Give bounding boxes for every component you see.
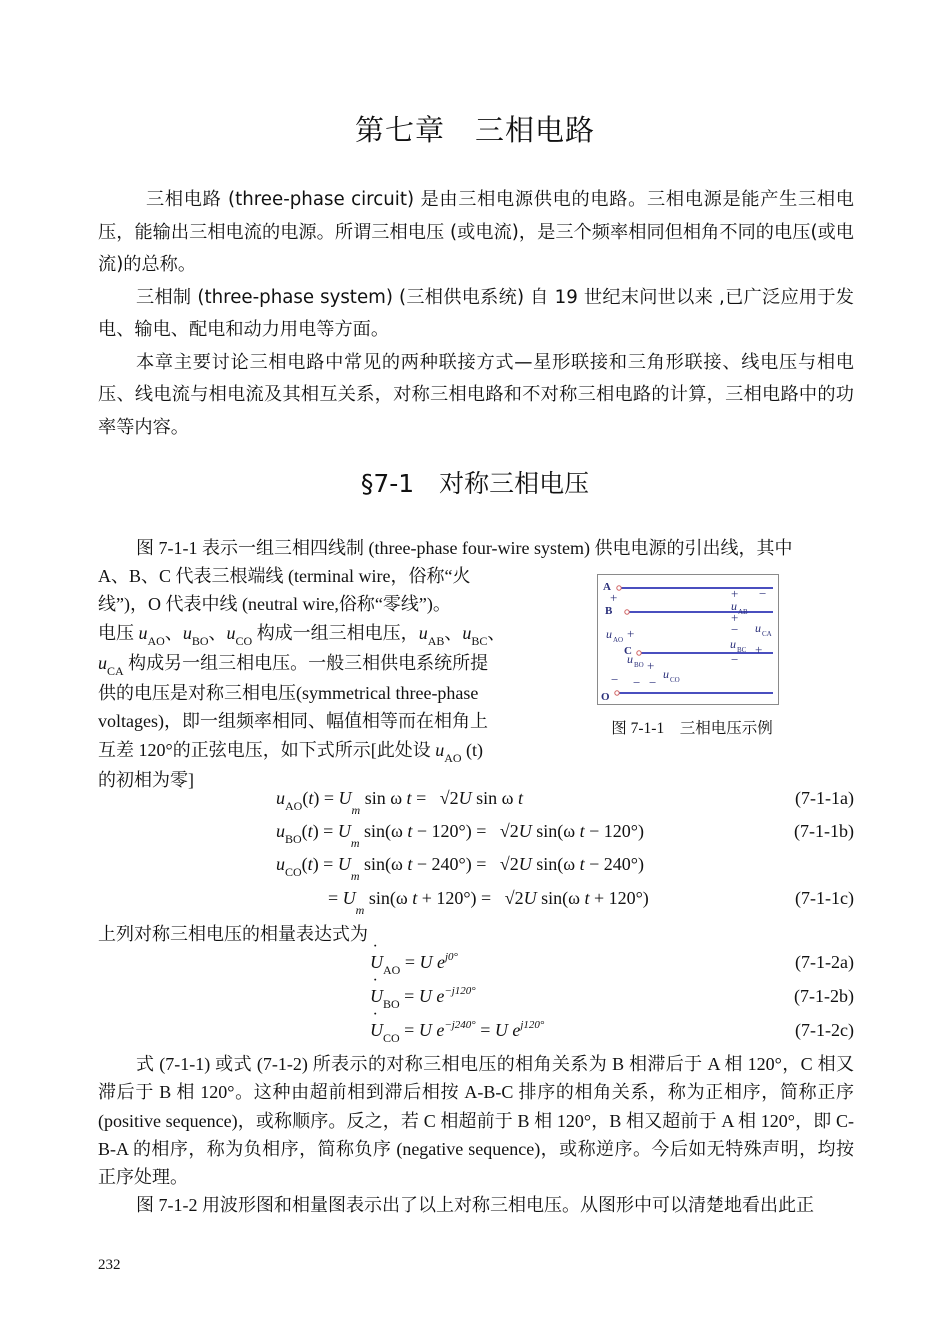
body-line: $u_{CA}$ 构成另一组三相电压。一般三相供电系统所提 [98,652,489,678]
formula-expression: · $U_{AO} = U$ $e^{j0^\circ}$ [370,952,458,973]
formula-row [98,854,854,884]
svg-text:u: u [731,599,737,613]
svg-text:−: − [649,675,657,690]
formula-expression: $u_{BO}(t) = U_m$ sin(ω t − 120°) = √2U sin(ω t − 120°) [276,821,644,850]
svg-text:−: − [633,675,641,690]
figure-frame [598,575,779,705]
svg-text:+: + [731,610,739,625]
formula-row [98,952,854,982]
label-O: O [601,691,610,703]
svg-text:CA: CA [762,630,772,638]
page-number: 232 [98,1257,121,1273]
figure-caption: 图 7-1-1 三相电压示例 [611,720,773,737]
formula-row [98,986,854,1016]
formula-number: (7-1-2c) [795,1020,854,1040]
formula-number: (7-1-2b) [794,986,854,1006]
label-A: A [603,581,611,593]
body-line: A、B、C 代表三根端线 (terminal wire，俗称“火 [98,566,471,586]
body-paragraph-first-line: 图 7-1-1 表示一组三相四线制 (three-phase four-wire system) 供电电源的引出线，其中 [136,538,793,558]
intro-paragraph-3: 本章主要讨论三相电路中常见的两种联接方式—星形联接和三角形联接、线电压与相电压、线电流与相电流及其相互关系，对称三相电路和不对称三相电路的计算，三相电路中的功率等内容。 [98,351,854,438]
svg-text:AB: AB [738,608,748,616]
svg-text:u: u [730,637,736,651]
svg-text:+: + [610,590,618,605]
svg-text:+: + [731,586,739,601]
svg-text:BO: BO [634,661,644,669]
formula-expression: · $U_{CO} = U$ $e^{-j240^\circ} = U$ $e^{j120^\circ}$ [370,1020,544,1041]
formula-row [98,888,854,918]
svg-text:+: + [755,642,763,657]
svg-text:+: + [647,658,655,673]
svg-text:−: − [759,586,767,601]
body-line: 互差 120°的正弦电压，如下式所示[此处设 $u_{AO}$ (t) [98,739,484,765]
body-line: 的初相为零] [98,770,194,791]
chapter-title: 第七章 三相电路 [354,113,595,147]
svg-text:u: u [606,627,612,641]
svg-text:u: u [663,667,669,681]
label-B: B [605,605,613,617]
body-wrapped-text [98,562,508,794]
section-title: §7-1 对称三相电压 [360,469,590,498]
phasor-intro: 上列对称三相电压的相量表达式为 [98,924,368,944]
formula-expression: = $U_m$ sin(ω t + 120°) = √2U sin(ω t + 120°) [328,888,649,917]
formula-number: (7-1-1b) [794,821,854,841]
formula-expression: $u_{AO}(t) = U_m$ sin ω t = √2U sin ω t [276,788,523,817]
post-paragraph-2: 图 7-1-2 用波形图和相量图表示出了以上对称三相电压。从图形中可以清楚地看出此正 [136,1195,814,1216]
post-paragraph-1: 式 (7-1-1) 或式 (7-1-2) 所表示的对称三相电压的相角关系为 B 相滞后于 A 相 120°，C 相又滞后于 B 相 120°。这种由超前相到滞后相按 A-B-C 排序的相角关系，称为正相序，简称正序 (positive sequence)，或称顺序。反之，若 C 相超前于 B 相 120°，B 相又超前于 A 相 120°，即 C-B-A 的相序，称为负相序，简称负序 (negative sequence)，或称逆序。今后如无特殊声明，均按正序处理。 [98,1054,854,1188]
intro-paragraph-2: 三相制 (three-phase system) (三相供电系统) 自 19 世纪末问世以来 ,已广泛应用于发电、输电、配电和动力用电等方面。 [98,286,854,340]
svg-text:+: + [627,626,635,641]
formula-expression: · $U_{BO} = U$ $e^{-j120^\circ}$ [370,986,476,1007]
svg-text:u: u [627,652,633,666]
formula-number: (7-1-1a) [795,788,854,808]
intro-paragraph-1: 三相电路 (three-phase circuit) 是由三相电源供电的电路。三相电源是能产生三相电压，能输出三相电流的电源。所谓三相电压 (或电流)，是三个频率相同但相角不同的电压(或电流)的总称。 [98,189,854,275]
formula-row [98,821,854,851]
svg-text:BC: BC [737,646,747,654]
svg-text:−: − [731,622,739,637]
body-line: voltages)，即一组频率相同、幅值相等而在相角上 [98,711,488,732]
body-line: 线”)，O 代表中线 (neutral wire,俗称“零线”)。 [98,594,451,615]
body-line: 电压 $u_{AO}$、$u_{BO}$、$u_{CO}$ 构成一组三相电压，$u_{AB}$、$u_{BC}$、 [98,622,506,648]
formula-number: (7-1-1c) [795,888,854,908]
formula-number: (7-1-2a) [795,952,854,972]
label-C: C [624,645,632,657]
body-line: 供的电压是对称三相电压(symmetrical three-phase [98,683,479,704]
formula-row [98,1020,854,1050]
svg-text:−: − [611,672,619,687]
svg-text:AO: AO [613,636,624,644]
three-phase-voltage-figure [597,574,779,705]
formula-row [98,788,854,818]
figure-diagram [597,574,779,705]
post-formula-text [98,1050,854,1220]
svg-text:u: u [755,621,761,635]
formula-expression: $u_{CO}(t) = U_m$ sin(ω t − 240°) = √2U sin(ω t − 240°) [276,854,644,883]
svg-text:CO: CO [670,676,680,684]
svg-text:−: − [731,652,739,667]
intro-section [98,184,854,444]
